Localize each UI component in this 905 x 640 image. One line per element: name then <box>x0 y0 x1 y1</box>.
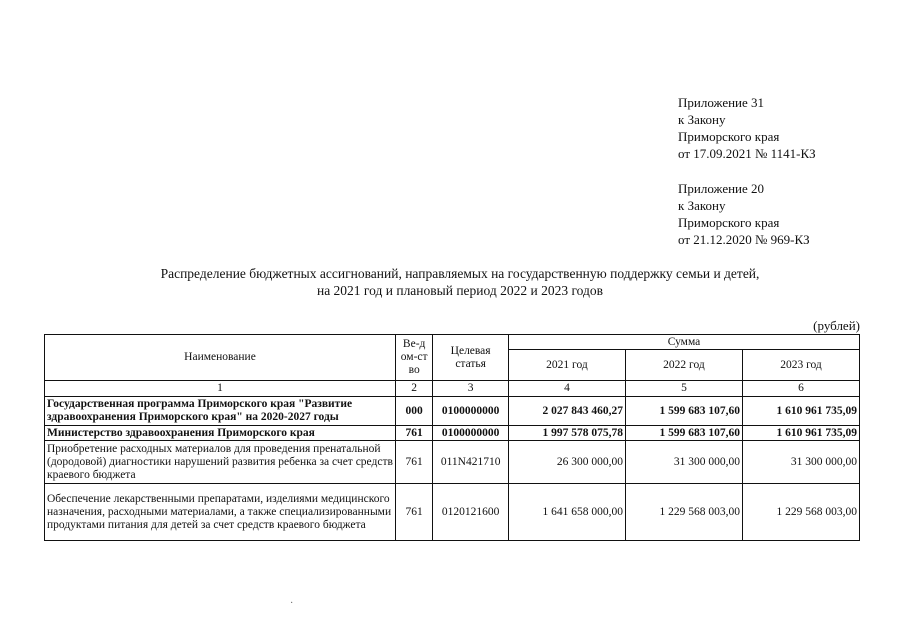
appendix-previous-line1: Приложение 20 <box>678 181 765 196</box>
header-year-2022: 2022 год <box>625 350 742 381</box>
appendix-previous-line2: к Закону <box>678 198 726 213</box>
header-year-2021: 2021 год <box>508 350 625 381</box>
header-article: Целевая статья <box>433 335 509 381</box>
index-cell: 2 <box>396 381 433 397</box>
index-cell: 1 <box>45 381 396 397</box>
row-sum-2021: 1 997 578 075,78 <box>508 426 625 441</box>
row-sum-2023: 1 229 568 003,00 <box>742 484 859 541</box>
row-dept: 761 <box>396 441 433 484</box>
appendix-previous-line4: от 21.12.2020 № 969-КЗ <box>678 232 810 247</box>
row-sum-2022: 31 300 000,00 <box>625 441 742 484</box>
scan-speck: · <box>290 598 294 609</box>
appendix-previous-line3: Приморского края <box>678 215 780 230</box>
index-cell: 3 <box>433 381 509 397</box>
row-dept: 000 <box>396 397 433 426</box>
row-article: 0100000000 <box>433 397 509 426</box>
appendix-current-line2: к Закону <box>678 112 726 127</box>
appendix-current-line1: Приложение 31 <box>678 95 765 110</box>
row-sum-2023: 31 300 000,00 <box>742 441 859 484</box>
row-sum-2022: 1 229 568 003,00 <box>625 484 742 541</box>
table-row <box>45 397 860 426</box>
table-row <box>45 484 860 541</box>
document-title-line1: Распределение бюджетных ассигнований, направляемых на государственную поддержку семьи и детей, <box>160 266 760 281</box>
row-name: Министерство здравоохранения Приморского края <box>45 426 396 441</box>
document-title-line2: на 2021 год и плановый период 2022 и 2023 годов <box>316 283 604 298</box>
appendix-current-line4: от 17.09.2021 № 1141-КЗ <box>678 146 816 161</box>
row-dept: 761 <box>396 426 433 441</box>
appendix-previous <box>678 180 810 248</box>
table-row <box>45 426 860 441</box>
table-index-row <box>45 381 860 397</box>
row-sum-2022: 1 599 683 107,60 <box>625 426 742 441</box>
header-sum: Сумма <box>508 335 859 350</box>
appendix-current <box>678 94 816 162</box>
index-cell: 5 <box>625 381 742 397</box>
row-sum-2021: 2 027 843 460,27 <box>508 397 625 426</box>
document-title <box>40 265 880 299</box>
row-name: Обеспечение лекарственными препаратами, изделиями медицинского назначения, расходными материалами, а также специализированными продуктами питания для детей за счет средств краевого бюджета <box>45 484 396 541</box>
header-dept <box>396 335 433 381</box>
row-name: Приобретение расходных материалов для проведения пренатальной (дородовой) диагностики нарушений развития ребенка за счет средств краевого бюджета <box>45 441 396 484</box>
row-sum-2021: 1 641 658 000,00 <box>508 484 625 541</box>
row-sum-2023: 1 610 961 735,09 <box>742 397 859 426</box>
row-dept: 761 <box>396 484 433 541</box>
index-cell: 4 <box>508 381 625 397</box>
index-cell: 6 <box>742 381 859 397</box>
row-article: 011N421710 <box>433 441 509 484</box>
row-name: Государственная программа Приморского края "Развитие здравоохранения Приморского края" на 2020-2027 годы <box>45 397 396 426</box>
table-header-row <box>45 335 860 350</box>
appendix-current-line3: Приморского края <box>678 129 780 144</box>
row-sum-2023: 1 610 961 735,09 <box>742 426 859 441</box>
table-row <box>45 441 860 484</box>
budget-table <box>44 334 860 541</box>
row-article: 0120121600 <box>433 484 509 541</box>
unit-label: (рублей) <box>813 318 860 333</box>
row-sum-2021: 26 300 000,00 <box>508 441 625 484</box>
row-sum-2022: 1 599 683 107,60 <box>625 397 742 426</box>
header-dept-text: Ве-дом-ство <box>400 338 428 376</box>
header-year-2023: 2023 год <box>742 350 859 381</box>
header-name: Наименование <box>45 335 396 381</box>
row-article: 0100000000 <box>433 426 509 441</box>
